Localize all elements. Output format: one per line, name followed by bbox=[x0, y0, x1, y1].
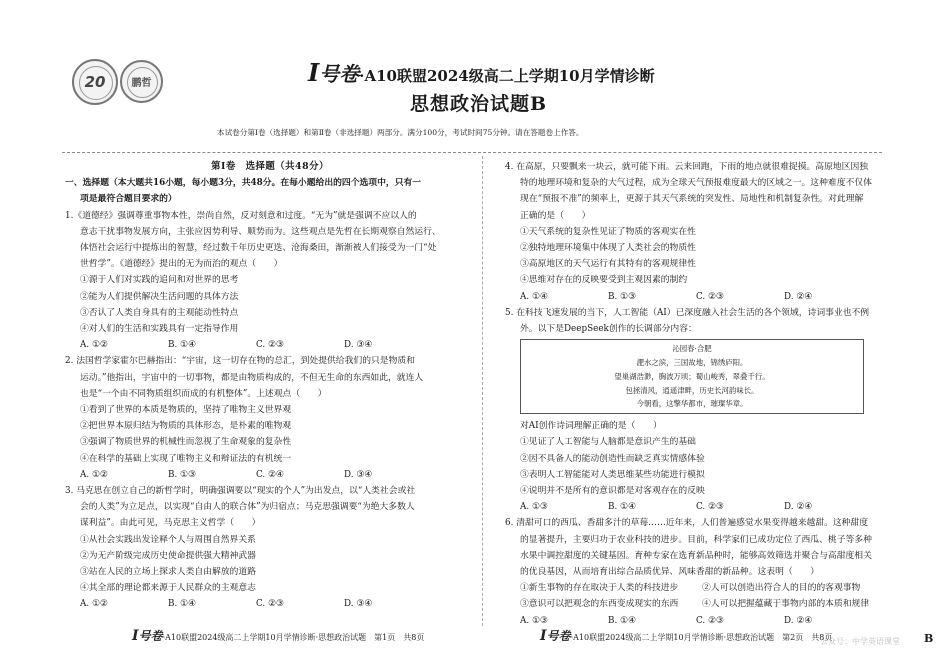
question-text: 3. 马克思在创立自己的新哲学时，明确强调要以“现实的个人”为出发点，以“人类社会或社 bbox=[65, 486, 416, 497]
option-b: B. ①④ bbox=[608, 615, 636, 626]
statement: ①天气系统的复杂性见证了物质的客观实在性 bbox=[520, 226, 696, 237]
option-b: B. ①④ bbox=[168, 340, 196, 351]
question-text: 也是“一个由不同物质组织而成的有机整体”。上述观点（ ） bbox=[80, 388, 327, 399]
question-6 bbox=[505, 515, 915, 628]
statement: ④人可以把握蕴藏于事物内部的本质和规律 bbox=[702, 599, 870, 610]
statement: ①见证了人工智能与人脑都是意识产生的基础 bbox=[520, 437, 696, 448]
option-d: D. ②④ bbox=[784, 291, 813, 302]
column-divider bbox=[482, 156, 483, 626]
exam-title: ·A10联盟2024级高二上学期10月学情诊断 bbox=[359, 67, 655, 85]
watermark: 公众号：中学英语课堂 bbox=[820, 637, 900, 646]
answer-options bbox=[505, 499, 915, 515]
statement: ③否认了人类自身具有的主观能动性特点 bbox=[80, 307, 239, 318]
statement: ③高原地区的天气运行有其特有的客观规律性 bbox=[520, 259, 696, 270]
exam-title-line bbox=[308, 58, 655, 87]
version-mark: B bbox=[924, 632, 934, 645]
publisher-seal bbox=[120, 60, 163, 103]
option-a: A. ①③ bbox=[520, 502, 548, 513]
option-c: C. ②③ bbox=[256, 340, 284, 351]
question-text: 现在“预报不准”的频率上，更源于其天气系统的突发性、局地性和机制复杂性。对此理解 bbox=[520, 194, 864, 205]
option-d: D. ②④ bbox=[784, 615, 813, 626]
question-text: 正确的是（ ） bbox=[520, 210, 591, 221]
footer-text: ·A10联盟2024级高二上学期10月学情诊断·思想政治试题 第1页 共8页 bbox=[162, 633, 425, 642]
question-text: 1.《道德经》强调尊重事物本性，崇尚自然，反对刻意和过度。“无为”就是强调不应以人的 bbox=[65, 210, 417, 221]
question-4 bbox=[505, 159, 915, 305]
statement: ④对人们的生活和实践具有一定指导作用 bbox=[80, 324, 239, 335]
question-text: 的优良基因，从而培育出综合品质优异、风味香甜的新品种。这表明（ ） bbox=[520, 567, 820, 578]
brand-logo: I号卷 bbox=[308, 58, 360, 87]
option-a: A. ①④ bbox=[520, 291, 548, 302]
question-3 bbox=[65, 483, 475, 613]
statement: ③站在人民的立场上探求人类自由解放的道路 bbox=[80, 567, 256, 578]
statement: ①源于人们对实践的追问和对世界的思考 bbox=[80, 275, 239, 286]
question-text: 6. 清甜可口的西瓜、香甜多汁的草莓……近年来，人们普遍感觉水果变得越来越甜。这种甜度 bbox=[505, 518, 869, 529]
brand-logo: I号卷 bbox=[540, 628, 571, 644]
option-c: C. ②③ bbox=[256, 599, 284, 610]
exam-instructions: 本试卷分第Ⅰ卷（选择题）和第Ⅱ卷（非选择题）两部分。满分100分，考试时间75分钟。请在答题卷上作答。 bbox=[217, 128, 584, 137]
poem-line: 淝水之滨，三国故地，锦绣庐阳。 bbox=[636, 358, 748, 368]
instructions-line: 项是最符合题目要求的） bbox=[80, 194, 177, 205]
option-c: C. ②③ bbox=[696, 502, 724, 513]
statement: ①看到了世界的本质是物质的，坚持了唯物主义世界观 bbox=[80, 405, 292, 416]
page-footer-right bbox=[540, 627, 832, 644]
statement: ②把世界本原归结为物质的具体形态，是朴素的唯物观 bbox=[80, 421, 292, 432]
question-text: 世哲学”。《道德经》提出的无为而治的观点（ ） bbox=[80, 259, 283, 270]
poem-line: 望巢湖浩渺，胸波万顷；蜀山峻秀，翠叠千行。 bbox=[614, 371, 770, 381]
question-text: 4. 在高原，只要飘来一块云，就可能下雨。云来回跑，下雨的地点就很难捉摸。高原地区因独 bbox=[505, 162, 869, 172]
question-text: 谋利益”。由此可见，马克思主义哲学（ ） bbox=[80, 518, 261, 529]
statement: ④思维对存在的反映要受到主观因素的制约 bbox=[520, 275, 688, 286]
statement: ②因不具备人的能动创造性而缺乏真实情感体验 bbox=[520, 453, 705, 464]
question-text: 水果中调控甜度的关键基因。育种专家在选育新品种时，能够高效筛选并聚合与高甜度相关 bbox=[520, 550, 872, 561]
question-text: 5. 在科技飞速发展的当下，人工智能（AI）已深度融入社会生活的各个领域，诗词事业也不例 bbox=[505, 307, 870, 318]
statement: ②为无产阶级完成历史使命提供强大精神武器 bbox=[80, 550, 256, 561]
brand-name: 号卷 bbox=[138, 629, 163, 643]
question-text: 运动。”他指出，宇宙中的一切事物，都是由物质构成的，不但无生命的东西如此，就连人 bbox=[80, 372, 424, 383]
statement: ④说明并不是所有的意识都是对客观存在的反映 bbox=[520, 486, 705, 497]
brand-name: 号卷 bbox=[546, 629, 571, 643]
footer-text: ·A10联盟2024级高二上学期10月学情诊断·思想政治试题 第2页 共8页 bbox=[570, 633, 833, 642]
statement-row bbox=[505, 580, 915, 596]
option-a: A. ①③ bbox=[520, 615, 548, 626]
option-a: A. ①② bbox=[80, 469, 108, 480]
question-text: 会的人类”为立足点，以实现“自由人的联合体”为归宿点；马克思强调要“为绝大多数人 bbox=[80, 502, 415, 513]
option-c: C. ②③ bbox=[696, 615, 724, 626]
answer-options bbox=[505, 289, 915, 305]
question-2 bbox=[65, 353, 475, 483]
option-d: D. ③④ bbox=[344, 599, 373, 610]
brand-logo: I号卷 bbox=[132, 628, 163, 644]
school-seal bbox=[72, 59, 118, 105]
option-b: B. ①③ bbox=[608, 291, 636, 302]
poem-title: 沁园春·合肥 bbox=[672, 344, 712, 354]
brand-name: 号卷 bbox=[319, 62, 360, 86]
poem-box bbox=[520, 339, 864, 414]
statement: ③强调了物质世界的机械性而忽视了生命观象的复杂性 bbox=[80, 437, 292, 448]
statement: ②独特地理环境集中体现了人类社会的物质性 bbox=[520, 243, 696, 254]
statement: ①新生事物的存在取决于人类的科技进步 bbox=[520, 583, 679, 594]
question-5 bbox=[505, 305, 915, 516]
question-text: 对AI创作诗词理解正确的是（ ） bbox=[520, 421, 662, 432]
part-title: 第Ⅰ卷 选择题（共48分） bbox=[211, 161, 329, 172]
question-text: 特的地理环境和复杂的大气过程，成为全球天气预报难度最大的区域之一。这种难度不仅体 bbox=[520, 178, 872, 189]
option-d: D. ③④ bbox=[344, 340, 373, 351]
statement: ②人可以创造出符合人的目的的客观事物 bbox=[702, 583, 861, 594]
option-c: C. ②③ bbox=[696, 291, 724, 302]
header-divider bbox=[62, 152, 882, 153]
option-b: B. ①④ bbox=[168, 599, 196, 610]
question-text: 2. 法国哲学家霍尔巴赫指出：“宇宙，这一切存在物的总汇，到处提供给我们的只是物质和 bbox=[65, 356, 415, 367]
answer-options bbox=[65, 337, 475, 353]
statement: ②能为人们提供解决生活问题的具体方法 bbox=[80, 291, 239, 302]
option-d: D. ③④ bbox=[344, 469, 373, 480]
seal-mark: 20 bbox=[84, 73, 106, 91]
option-c: C. ②④ bbox=[256, 469, 284, 480]
option-a: A. ①② bbox=[80, 340, 108, 351]
answer-options bbox=[65, 467, 475, 483]
option-b: B. ①③ bbox=[168, 469, 196, 480]
statement: ③表明人工智能能对人类思维某些功能进行模拟 bbox=[520, 469, 705, 480]
page-footer-left bbox=[132, 627, 424, 644]
statement: ④其全部的理论都来源于人民群众的主观意志 bbox=[80, 583, 256, 594]
question-text: 的显著提升，主要归功于农业科技的进步。目前，科学家们已成功定位了西瓜、桃子等多种 bbox=[520, 534, 872, 545]
poem-line: 包拯清风，逍遥津畔，历史长河韵味长。 bbox=[625, 385, 759, 395]
instructions-line: 一、选择题（本大题共16小题，每小题3分，共48分。在每小题给出的四个选项中，只有一 bbox=[65, 178, 422, 189]
statement-row bbox=[505, 596, 915, 612]
poem-line: 今朝看，这擎华都市，璀璨华章。 bbox=[636, 399, 748, 409]
statement: ①从社会实践出发诠释个人与周围自然界关系 bbox=[80, 534, 256, 545]
answer-options bbox=[65, 596, 475, 612]
left-column bbox=[65, 159, 475, 613]
option-b: B. ①④ bbox=[608, 502, 636, 513]
seal-mark: 鹏哲 bbox=[131, 78, 152, 89]
question-text: 意志干扰事物发展方向，主张应因势利导、顺势而为。这些观点是先哲在长期观察自然运行、 bbox=[80, 226, 441, 237]
right-column bbox=[505, 159, 915, 629]
question-1 bbox=[65, 208, 475, 354]
subject-title: 思想政治试题B bbox=[410, 93, 548, 115]
question-text: 体悟社会运行中提炼出的智慧，经过数千年历史更迭、沧海桑田，渐渐被人们接受为一门“处 bbox=[80, 243, 437, 254]
question-text: 外。以下是DeepSeek创作的长调部分内容： bbox=[520, 324, 697, 335]
option-d: D. ②④ bbox=[784, 502, 813, 513]
option-a: A. ①② bbox=[80, 599, 108, 610]
statement: ④在科学的基础上实现了唯物主义和辩证法的有机统一 bbox=[80, 453, 292, 464]
statement: ③意识可以把观念的东西变成现实的东西 bbox=[520, 599, 679, 610]
